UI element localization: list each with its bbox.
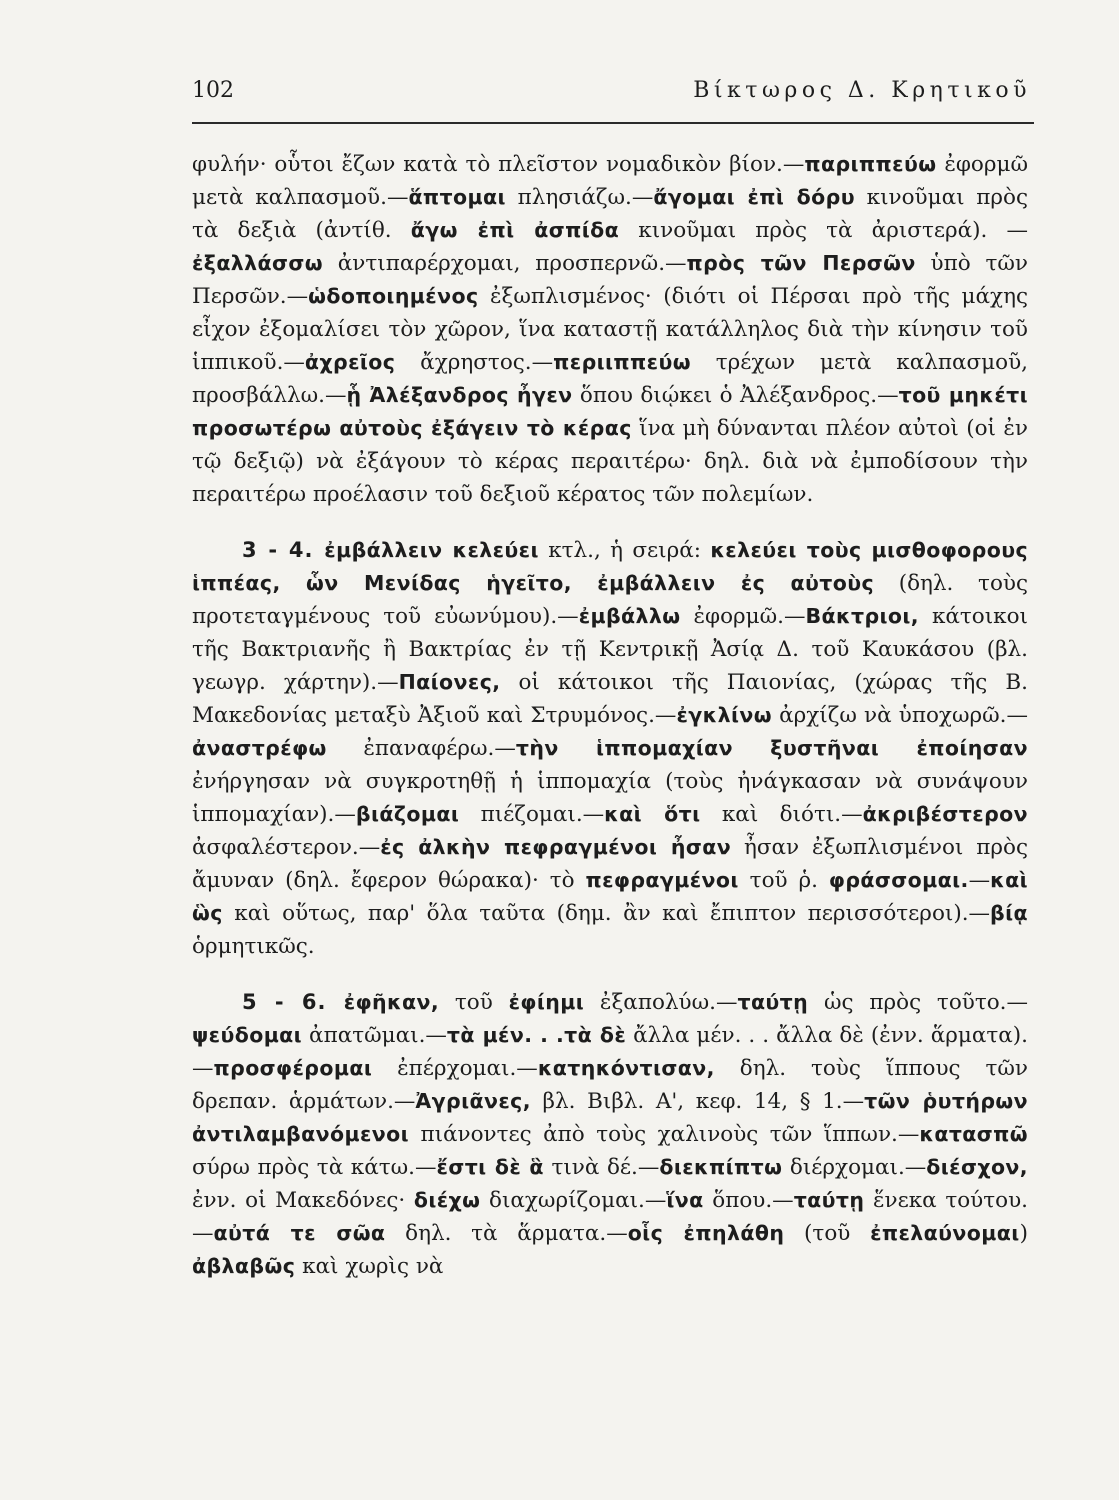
lemma-headword: ἐφίημι [508,990,585,1014]
lemma-headword: Ἀγριᾶνες, [415,1089,531,1113]
gloss-text: κινοῦμαι πρὸς τὰ δεξιὰ (ἀντίθ. [192,185,1028,243]
lemma-headword: διέχω [413,1188,481,1212]
lemma-headword: ἵνα [666,1188,704,1212]
gloss-text: ὅπου.— [703,1188,794,1213]
gloss-text: πιέζομαι.— [459,802,605,827]
lemma-headword: διέσχον, [926,1155,1028,1179]
lemma-headword: ἀναστρέφω [192,736,327,760]
page-number: 102 [192,78,234,103]
section-number: 3 - 4. [242,538,325,562]
lemma-headword: ἐμβάλλειν κελεύει [324,538,539,562]
gloss-text: τοῦ ῥ. [738,868,829,893]
gloss-text: δηλ. τοὺς ἵππους τῶν δρεπαν. ἁρμάτων.— [192,1056,1028,1114]
lemma-headword: βιάζομαι [355,802,460,826]
lemma-headword: προσφέρομαι [213,1056,373,1080]
lemma-headword: Παίονες, [398,670,501,694]
gloss-text: ἐνήργησαν νὰ συγκροτηθῇ ἡ ἱππομαχία (τοὺς ἠνάγκασαν νὰ συνάψουν ἱππομαχίαν).— [192,769,1028,827]
commentary-text [192,148,1028,1283]
lemma-headword: καὶ ὣς [192,868,1028,925]
section-number: 5 - 6. [242,990,344,1014]
lemma-headword: τὰ μέν. . .τὰ δὲ [446,1023,627,1047]
lemma-headword: ἄγω ἐπὶ ἀσπίδα [410,218,620,242]
lemma-headword: ἀχρεῖος [304,350,396,374]
lemma-headword: αὐτά τε σῶα [213,1221,386,1245]
gloss-text: φυλήν· οὗτοι ἔζων κατὰ τὸ πλεῖστον νομαδικὸν βίον.— [192,152,805,177]
gloss-text: ὁρμητικῶς. [192,934,315,959]
lemma-headword: διεκπίπτω [659,1155,783,1179]
lemma-headword: ἐπελαύνομαι [870,1221,1020,1245]
gloss-text: ἄχρηστος.— [395,350,554,375]
gloss-text: ἀρχίζω νὰ ὑποχωρῶ.— [771,703,1028,728]
gloss-text: ἀσφαλέστερον.— [192,835,381,860]
gloss-text: καὶ διότι.— [700,802,863,827]
header-rule [192,122,1034,124]
gloss-text: βλ. Βιβλ. Α', κεφ. 14, § 1.— [530,1089,865,1114]
gloss-text: δηλ. τὰ ἅρματα.— [385,1221,628,1246]
gloss-text: ἐνν. οἱ Μακεδόνες· [192,1188,414,1213]
lemma-headword: παριππεύω [804,152,937,176]
gloss-text: διέρχομαι.— [782,1155,927,1180]
gloss-text: (δηλ. τοὺς προτεταγμένους τοῦ εὐωνύμου).— [192,571,1028,629]
gloss-text: σύρω πρὸς τὰ κάτω.— [192,1155,437,1180]
lemma-headword: ψεύδομαι [192,1023,303,1047]
gloss-text: κάτοικοι τῆς Βακτριανῆς ἢ Βακτρίας ἐν τῇ Κεντρικῇ Ἀσίᾳ Δ. τοῦ Καυκάσου (βλ. γεωγρ. χάρτην).— [192,604,1028,695]
lemma-headword: τοῦ μηκέτι προσωτέρω αὐτοὺς ἐξάγειν τὸ κέρας [192,383,1028,440]
lemma-headword: βίᾳ [990,901,1028,925]
lemma-headword: πρὸς τῶν Περσῶν [686,251,916,275]
lemma-headword: ἐγκλίνω [676,703,772,727]
lemma-headword: τῶν ῥυτήρων ἀντιλαμβανόμενοι [192,1089,1028,1146]
gloss-text: ὡς πρὸς τοῦτο.— [808,990,1029,1015]
gloss-text: τρέχων μετὰ καλπασμοῦ, προσβάλλω.— [192,350,1028,408]
lemma-headword: φράσσομαι. [828,868,969,892]
lemma-headword: ἐς ἀλκὴν πεφραγμένοι ἦσαν [380,835,732,859]
lemma-headword: ἀκριβέστερον [862,802,1029,826]
gloss-text: ὅπου διῴκει ὁ Ἀλέξανδρος.— [572,383,899,408]
lemma-headword: κατηκόντισαν, [537,1056,715,1080]
gloss-text: οἱ κάτοικοι τῆς Παιονίας, (χώρας τῆς Β. Μακεδονίας μεταξὺ Ἀξιοῦ καὶ Στρυμόνος.— [192,670,1028,728]
lemma-headword: ἐμβάλλω [578,604,681,628]
gloss-text: ) [1019,1221,1028,1246]
gloss-text: ἕνεκα τούτου.— [192,1188,1028,1246]
gloss-text: τοῦ [439,990,509,1015]
lemma-headword: καὶ ὅτι [604,802,701,826]
gloss-text: τινὰ δέ.— [543,1155,660,1180]
gloss-text: ἐφορμῶ.— [680,604,806,629]
lemma-headword: κατασπῶ [919,1122,1028,1146]
lemma-headword: ἅπτομαι [408,185,506,209]
lemma-headword: ἐφῆκαν, [343,990,440,1014]
gloss-text: πλησιάζω.— [505,185,654,210]
lemma-headword: ᾗ Ἀλέξανδρος ἦγεν [346,383,573,407]
gloss-text: ἐπέρχομαι.— [372,1056,538,1081]
lemma-headword: κελεύει τοὺς μισθοφορους ἱππέας, ὧν Μενίδας ἡγεῖτο, ἐμβάλλειν ἐς αὐτοὺς [192,538,1028,595]
lemma-headword: ἄγομαι ἐπὶ δόρυ [653,185,855,209]
lemma-headword: ἔστι δὲ ἃ [436,1155,544,1179]
gloss-text: καὶ οὕτως, παρ' ὅλα ταῦτα (δημ. ἂν καὶ ἔπιπτον περισσότεροι).— [222,901,991,926]
gloss-text: ἀντιπαρέρχομαι, προσπερνῶ.— [322,251,687,276]
gloss-text: καὶ χωρὶς νὰ [295,1254,444,1279]
lemma-headword: πεφραγμένοι [585,868,739,892]
gloss-text: ἦσαν ἐξωπλισμένοι πρὸς ἄμυναν (δηλ. ἔφερον θώρακα)· τὸ [192,835,1028,893]
lemma-headword: οἷς ἐπηλάθη [627,1221,785,1245]
lemma-headword: περιιππεύω [553,350,691,374]
gloss-text: πιάνοντες ἀπὸ τοὺς χαλινοὺς τῶν ἵππων.— [409,1122,920,1147]
lemma-headword: τὴν ἱππομαχίαν ξυστῆναι ἐποίησαν [515,736,1028,760]
gloss-text: ἄλλα μέν. . . ἄλλα δὲ (ἐνν. ἅρματα).— [192,1023,1028,1081]
gloss-text: ἐξαπολύω.— [584,990,738,1015]
lemma-headword: ἐξαλλάσσω [192,251,323,275]
lemma-headword: Βάκτριοι, [805,604,919,628]
gloss-text: ἐξωπλισμένος· (διότι οἱ Πέρσαι πρὸ τῆς μάχης εἶχον ἐξομαλίσει τὸν χῶρον, ἵνα καταστῇ κατάλληλος διὰ τὴν κίνησιν τοῦ ἱππικοῦ.— [192,284,1028,375]
gloss-text: διαχωρίζομαι.— [480,1188,667,1213]
gloss-text: ἐφορμῶ μετὰ καλπασμοῦ.— [192,152,1029,210]
lemma-headword: ταύτῃ [737,990,809,1014]
paragraph-commentary-1 [192,148,1028,511]
running-head: Βίκτωρος Δ. Κρητικοῦ [693,78,1031,103]
paragraph-section-5-6 [192,986,1028,1283]
gloss-text: ἐπαναφέρω.— [326,736,516,761]
gloss-text: ἀπατῶμαι.— [302,1023,447,1048]
lemma-headword: ταύτῃ [793,1188,865,1212]
gloss-text: ἵνα μὴ δύνανται πλέον αὐτοὶ (οἱ ἐν τῷ δεξιῷ) νὰ ἐξάγουν τὸ κέρας περαιτέρω· δηλ. διὰ νὰ ἐμποδίσουν τὴν περαιτέρω προέλασιν τοῦ δεξιοῦ κέρατος τῶν πολεμίων. [192,416,1028,507]
gloss-text: ὑπὸ τῶν Περσῶν.— [192,251,1028,309]
lemma-headword: ἀβλαβῶς [192,1254,296,1278]
gloss-text: κινοῦμαι πρὸς τὰ ἀριστερά). — [619,218,1028,243]
gloss-text: κτλ., ἡ σειρά: [538,538,711,563]
lemma-headword: ὡδοποιημένος [308,284,479,308]
gloss-text: — [968,868,991,893]
paragraph-section-3-4 [192,534,1028,963]
gloss-text: (τοῦ [784,1221,871,1246]
